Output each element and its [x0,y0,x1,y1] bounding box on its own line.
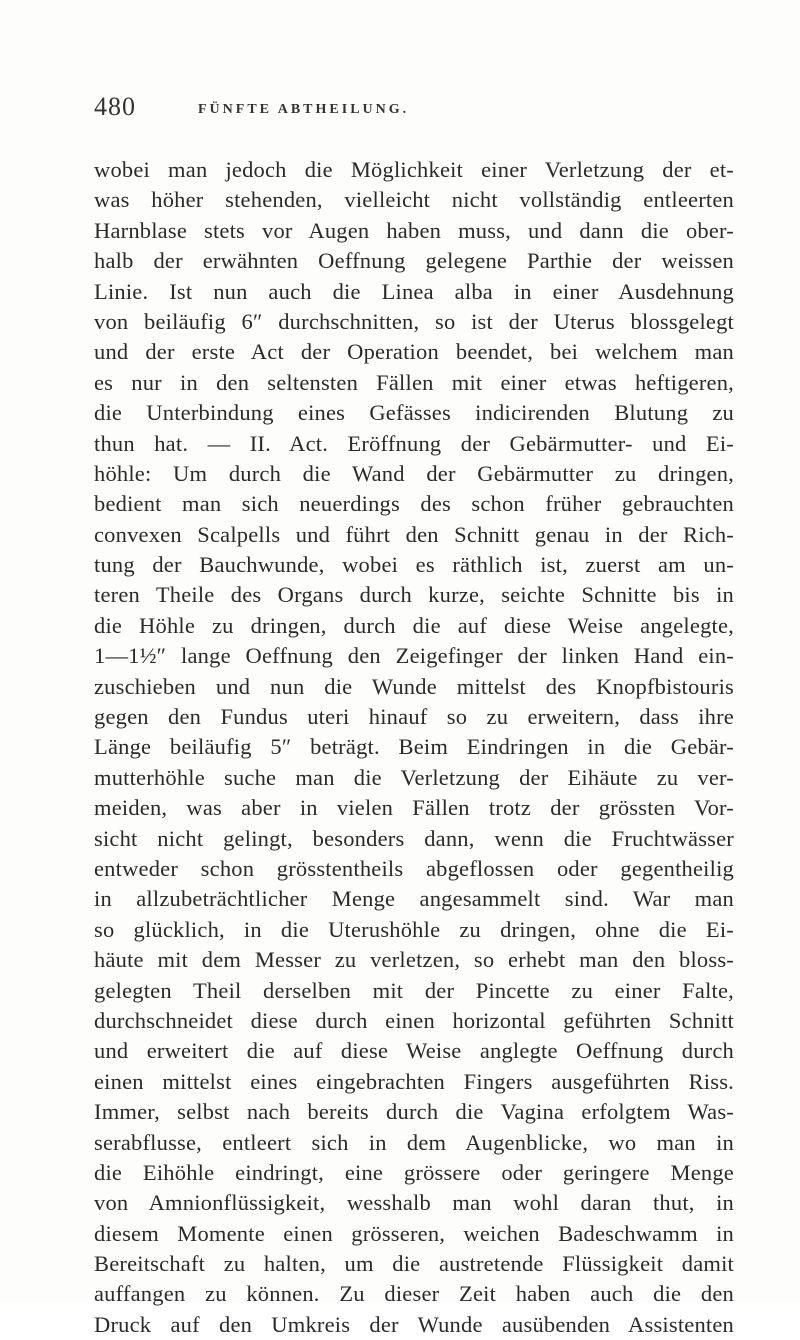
text-line: thun hat. — II. Act. Eröffnung der Gebärmutter- und Ei- [94,430,734,456]
text-line: diesem Momente einen grösseren, weichen Badeschwamm in [94,1220,734,1246]
text-line: und erweitert die auf diese Weise anglegte Oeffnung durch [94,1038,734,1064]
text-line: die Höhle zu dringen, durch die auf diese Weise angelegte, [94,612,734,638]
section-title: FÜNFTE ABTHEILUNG. [198,102,410,117]
text-line: auffangen zu können. Zu dieser Zeit haben auch die den [94,1281,734,1307]
text-line: was höher stehenden, vielleicht nicht vollständig entleerten [94,187,734,213]
text-line: häute mit dem Messer zu verletzen, so erhebt man den bloss- [94,947,734,973]
text-line: serabflusse, entleert sich in dem Augenblicke, wo man in [94,1129,734,1155]
text-line: entweder schon grösstentheils abgeflossen oder gegentheilig [94,855,734,881]
running-head [94,92,734,132]
text-line: tung der Bauchwunde, wobei es räthlich ist, zuerst am un- [94,552,734,578]
text-line: zuschieben und nun die Wunde mittelst des Knopfbistouris [94,673,734,699]
text-line: in allzubeträchtlicher Menge angesammelt sind. War man [94,886,734,912]
text-line: bedient man sich neuerdings des schon früher gebrauchten [94,491,734,517]
text-line: Linie. Ist nun auch die Linea alba in einer Ausdehnung [94,278,734,304]
text-line: teren Theile des Organs durch kurze, seichte Schnitte bis in [94,582,734,608]
text-line: Druck auf den Umkreis der Wunde ausübenden Assistenten [94,1311,734,1337]
text-line: halb der erwähnten Oeffnung gelegene Parthie der weissen [94,248,734,274]
text-line: Bereitschaft zu halten, um die austretende Flüssigkeit damit [94,1251,734,1277]
text-line: gelegten Theil derselben mit der Pincette zu einer Falte, [94,977,734,1003]
text-line: sicht nicht gelingt, besonders dann, wenn die Fruchtwässer [94,825,734,851]
text-line: gegen den Fundus uteri hinauf so zu erweitern, dass ihre [94,704,734,730]
text-line: von beiläufig 6″ durchschnitten, so ist der Uterus blossgelegt [94,308,734,334]
text-line: mutterhöhle suche man die Verletzung der Eihäute zu ver- [94,764,734,790]
text-line: 1—1½″ lange Oeffnung den Zeigefinger der linken Hand ein- [94,643,734,669]
body-text [94,155,734,1340]
text-line: wobei man jedoch die Möglichkeit einer Verletzung der et- [94,157,734,182]
text-line: convexen Scalpells und führt den Schnitt genau in der Rich- [94,521,734,547]
text-line: meiden, was aber in vielen Fällen trotz der grössten Vor- [94,795,734,821]
page-number: 480 [94,92,136,121]
text-line: durchschneidet diese durch einen horizontal geführten Schnitt [94,1007,734,1033]
text-line: einen mittelst eines eingebrachten Fingers ausgeführten Riss. [94,1068,734,1094]
text-line: Länge beiläufig 5″ beträgt. Beim Eindringen in die Gebär- [94,734,734,760]
text-line: die Eihöhle eindringt, eine grössere oder geringere Menge [94,1159,734,1185]
text-line: von Amnionflüssigkeit, wesshalb man wohl daran thut, in [94,1190,734,1216]
text-line: die Unterbindung eines Gefässes indicirenden Blutung zu [94,400,734,426]
text-line: so glücklich, in die Uterushöhle zu dringen, ohne die Ei- [94,916,734,942]
text-line: höhle: Um durch die Wand der Gebärmutter zu dringen, [94,460,734,486]
text-line: Harnblase stets vor Augen haben muss, und dann die ober- [94,217,734,243]
text-line: und der erste Act der Operation beendet, bei welchem man [94,339,734,365]
text-line: Immer, selbst nach bereits durch die Vagina erfolgtem Was- [94,1099,734,1125]
text-line: es nur in den seltensten Fällen mit einer etwas heftigeren, [94,369,734,395]
